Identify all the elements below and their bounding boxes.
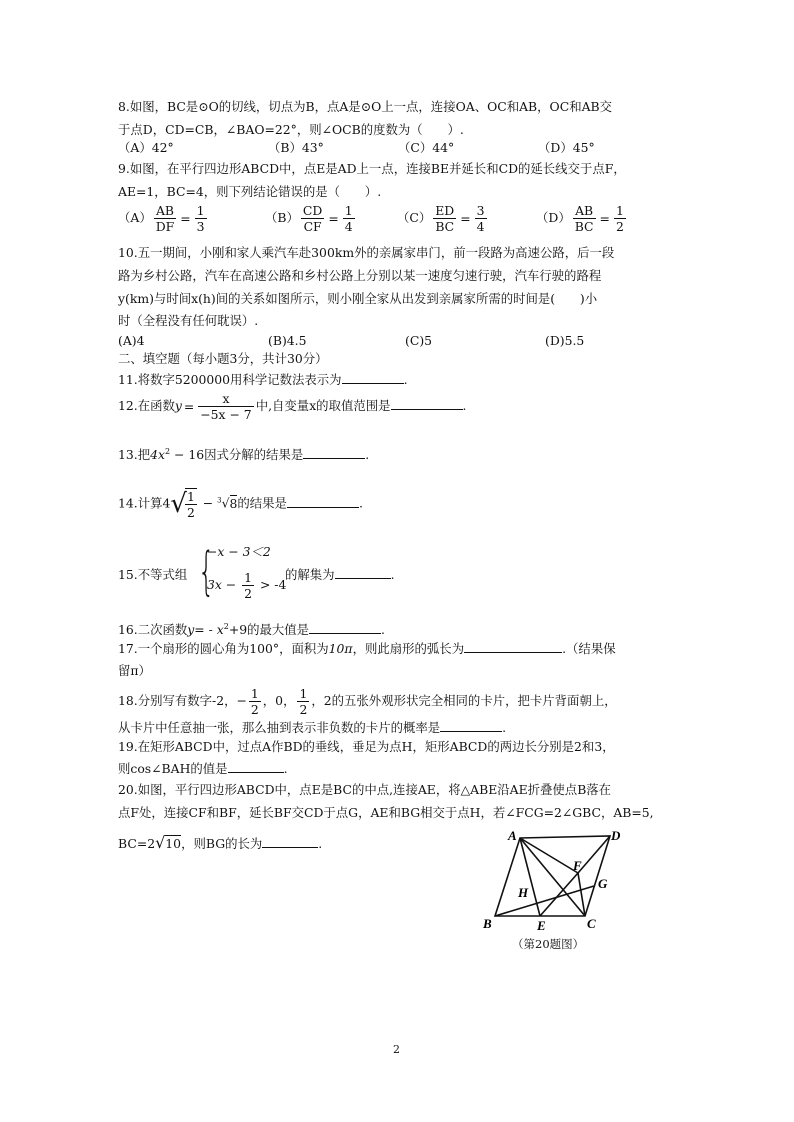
q18-line1: 18.分别写有数字-2，− $\frac{1}{2}$ ，0， $\frac{1}{2}$ ，2的五张外观形状完全相同的卡片，把卡片背面朝上， <box>118 686 617 717</box>
q17-line1: 17.一个扇形的圆心角为100°，面积为10π，则此扇形的弧长为 .（结果保 <box>118 641 616 656</box>
q10-option-c: (C)5 <box>405 333 433 348</box>
q19-line1: 19.在矩形ABCD中，过点A作BD的垂线，垂足为点H，矩形ABCD的两边长分别是2和3， <box>118 739 615 754</box>
q19-line2: 则cos∠BAH的值是 . <box>118 761 288 776</box>
label-b: B <box>483 916 492 931</box>
q14: 14.计算4√ $\frac{1}{2}$ − $^3$√8的结果是 . <box>118 489 363 520</box>
q10-option-d: (D)5.5 <box>545 333 585 348</box>
label-c: C <box>587 916 596 931</box>
q10-line3: y(km)与时间x(h)间的关系如图所示，则小刚全家从出发到亲属家所需的时间是( )小 <box>118 291 598 306</box>
q15-prefix: 15.不等式组 <box>118 567 188 582</box>
q8-option-b: （B）43° <box>268 140 324 155</box>
q9-line2: AE=1，BC=4，则下列结论错误的是（ ）. <box>118 184 382 199</box>
q10-line4: 时（全程没有任何耽误）. <box>118 313 259 328</box>
q10-line1: 10.五一期间，小刚和家人乘汽车赴300km外的亲属家串门，前一段路为高速公路，后一段 <box>118 245 615 260</box>
q13: 13.把$4x^2 - 16$因式分解的结果是 . <box>118 447 370 463</box>
q12: 12.在函数y = $\frac{x}{-5x - 7}$ 中,自变量x的取值范围是 . <box>118 391 467 422</box>
q11: 11.将数字5200000用科学记数法表示为 . <box>118 372 408 387</box>
q9-option-a: （A） $\frac{AB}{DF}$ = $\frac{1}{3}$ <box>118 203 205 234</box>
q8-option-d: （D）45° <box>538 140 595 155</box>
q16: 16.二次函数$y= - x^2+9$的最大值是 . <box>118 622 385 638</box>
q9-option-b: （B） $\frac{CD}{CF}$ = $\frac{1}{4}$ <box>265 203 353 234</box>
segment-fd <box>578 836 610 873</box>
segment-ef <box>540 873 578 916</box>
q15-ineq2: 3x − $\frac{1}{2}$ > -4 <box>207 570 287 601</box>
q15-ineq1: −x − 3＜2 <box>207 544 271 559</box>
q15-brace: { <box>198 542 215 602</box>
label-h: H <box>518 885 529 900</box>
segment-af <box>520 838 578 873</box>
q17-line2: 留π） <box>118 663 151 678</box>
parallelogram-figure <box>480 826 640 936</box>
q9-option-d: （D） $\frac{AB}{BC}$ = $\frac{1}{2}$ <box>536 203 624 234</box>
q15-suffix: 的解集为 . <box>285 567 395 582</box>
label-e: E <box>537 918 546 933</box>
q18-line2: 从卡片中任意抽一张，那么抽到表示非负数的卡片的概率是 . <box>118 720 507 735</box>
q8-line1: 8.如图，BC是⊙O的切线，切点为B，点A是⊙O上一点，连接OA、OC和AB，OC和AB交 <box>118 99 613 114</box>
q10-line2: 路为乡村公路，汽车在高速公路和乡村公路上分别以某一速度匀速行驶，汽车行驶的路程 <box>118 268 602 283</box>
page-number: 2 <box>393 1043 400 1056</box>
q9-option-c: （C） $\frac{ED}{BC}$ = $\frac{3}{4}$ <box>397 203 485 234</box>
q10-option-b: (B)4.5 <box>268 333 307 348</box>
section-heading: 二、填空题（每小题3分，共计30分） <box>118 351 328 366</box>
label-g: G <box>598 876 608 891</box>
q20-line1: 20.如图，平行四边形ABCD中，点E是BC的中点,连接AE，将△ABE沿AE折叠使点B落在 <box>118 782 612 797</box>
q10-option-a: (A)4 <box>118 333 145 348</box>
q20-line3: BC=2√10，则BG的长为 . <box>118 833 323 852</box>
q8-option-a: （A）42° <box>118 140 174 155</box>
label-d: D <box>611 828 621 843</box>
q20-line2: 点F处，连接CF和BF，延长BF交CD于点G，AE和BG相交于点H，若∠FCG=2∠GBC，AB=5, <box>118 805 654 820</box>
label-a: A <box>508 828 517 843</box>
q8-line2: 于点D，CD=CB，∠BAO=22°，则∠OCB的度数为（ ）. <box>118 122 464 137</box>
q9-line1: 9.如图，在平行四边形ABCD中，点E是AD上一点，连接BE并延长和CD的延长线交于点F， <box>118 161 626 176</box>
figure-caption: （第20题图） <box>512 937 585 951</box>
q8-option-c: （C）44° <box>398 140 455 155</box>
label-f: F <box>573 858 582 873</box>
